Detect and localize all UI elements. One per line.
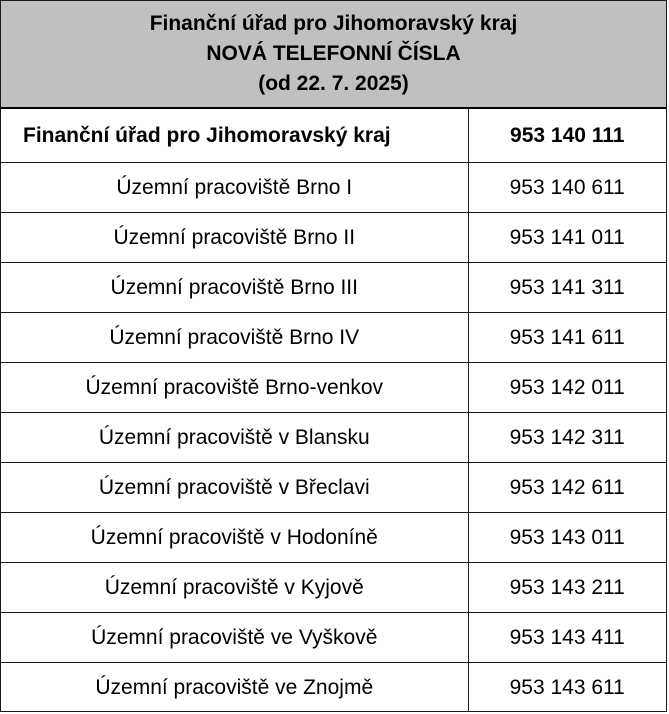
header-effective-date: (od 22. 7. 2025) — [258, 72, 409, 95]
header-office-name: Finanční úřad pro Jihomoravský kraj — [149, 12, 518, 35]
table-row — [1, 363, 666, 413]
office-name-cell: Územní pracoviště Brno IV — [1, 313, 468, 363]
phone-number-cell: 953 140 611 — [468, 163, 666, 213]
table-row — [1, 313, 666, 363]
office-name-cell: Územní pracoviště v Blansku — [1, 413, 468, 463]
phone-number-cell: 953 141 311 — [468, 263, 666, 313]
office-name-cell: Územní pracoviště Brno III — [1, 263, 468, 313]
office-name-cell: Územní pracoviště ve Znojmě — [1, 663, 468, 713]
phone-number-cell: 953 142 311 — [468, 413, 666, 463]
phone-number-cell: 953 142 011 — [468, 363, 666, 413]
table-row — [1, 263, 666, 313]
phone-number-cell: 953 142 611 — [468, 463, 666, 513]
table-row — [1, 213, 666, 263]
office-name-cell: Územní pracoviště v Hodoníně — [1, 513, 468, 563]
table-row — [1, 163, 666, 213]
office-name-cell: Územní pracoviště v Břeclavi — [1, 463, 468, 513]
table-row — [1, 413, 666, 463]
phone-number-cell: 953 143 611 — [509, 675, 625, 699]
phone-number-cell: 953 143 011 — [468, 513, 666, 563]
phone-number-cell: 953 141 011 — [468, 213, 666, 263]
header-title: NOVÁ TELEFONNÍ ČÍSLA — [206, 42, 461, 65]
table-header — [1, 1, 666, 109]
table-row — [1, 109, 666, 163]
table-row — [1, 563, 666, 613]
table-row — [1, 513, 666, 563]
phone-number-cell: 953 141 611 — [468, 313, 666, 363]
office-name-cell: Územní pracoviště Brno II — [1, 213, 468, 263]
office-name-cell: Územní pracoviště ve Vyškově — [1, 613, 468, 663]
office-name-cell: Územní pracoviště Brno-venkov — [1, 363, 468, 413]
phone-directory-table — [1, 109, 666, 712]
office-name-cell: Územní pracoviště Brno I — [1, 163, 468, 213]
table-row — [1, 613, 666, 663]
office-name-cell: Finanční úřad pro Jihomoravský kraj — [1, 109, 468, 163]
office-name-cell: Územní pracoviště v Kyjově — [1, 563, 468, 613]
phone-number-cell: 953 143 211 — [468, 563, 666, 613]
phone-number-cell: 953 140 111 — [468, 109, 666, 163]
phone-number-cell: 953 143 411 — [468, 613, 666, 663]
table-row — [1, 463, 666, 513]
table-row — [1, 663, 666, 713]
